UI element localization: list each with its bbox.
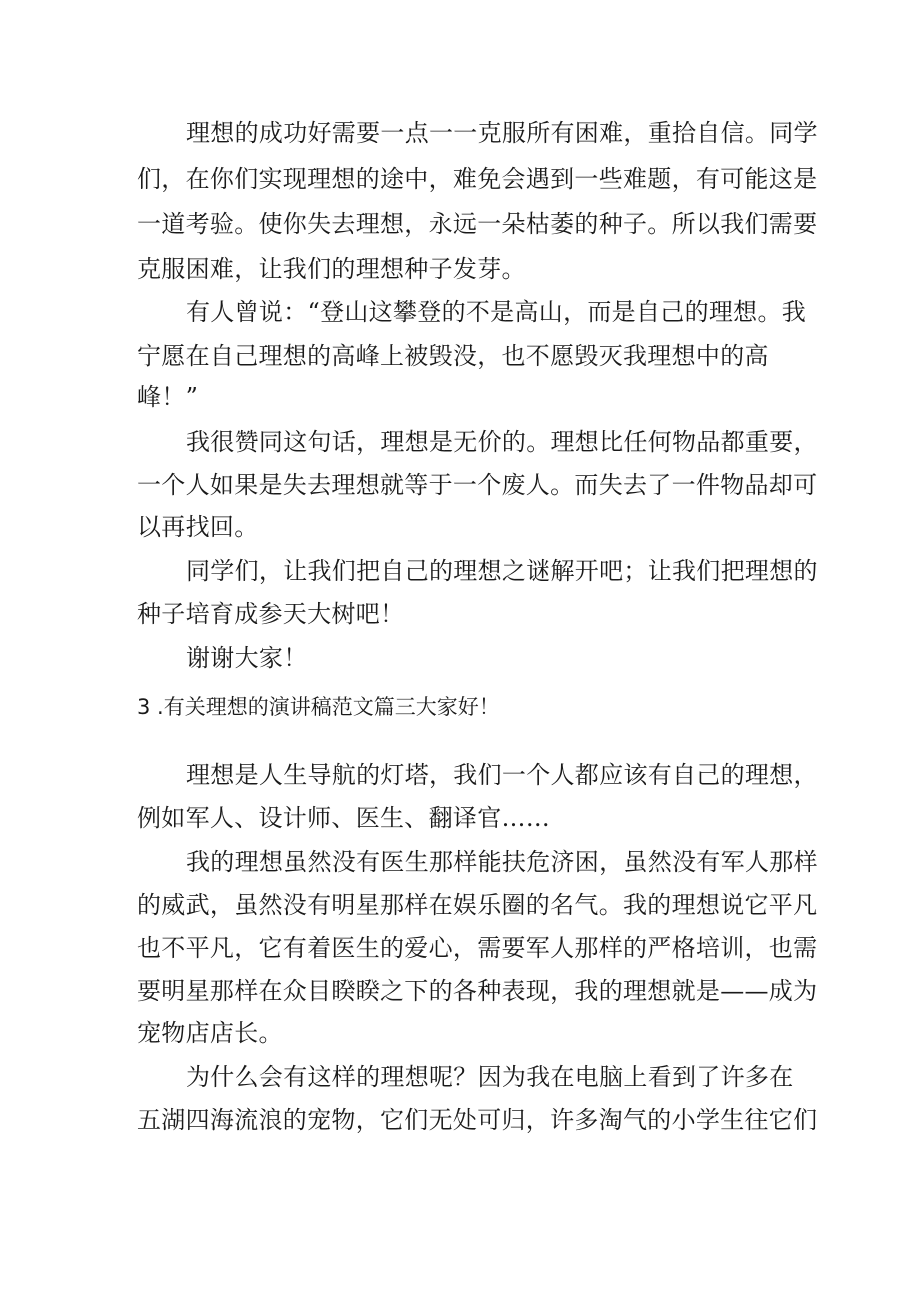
paragraph-line: 们，在你们实现理想的途中，难免会遇到一些难题，有可能这是	[137, 165, 818, 193]
paragraph-line: 我很赞同这句话，理想是无价的。理想比任何物品都重要，	[186, 428, 818, 456]
paragraph-line: 为什么会有这样的理想呢？因为我在电脑上看到了许多在	[186, 1063, 794, 1091]
paragraph-line: 要明星那样在众目睽睽之下的各种表现，我的理想就是——成为	[137, 977, 818, 1005]
paragraph-line: 理想的成功好需要一点一一克服所有困难，重拾自信。同学	[186, 119, 818, 147]
paragraph-line: 种子培育成参天大树吧！	[137, 600, 405, 628]
paragraph-line: 宁愿在自己理想的高峰上被毁没，也不愿毁灭我理想中的高	[137, 342, 769, 370]
paragraph-line: 谢谢大家！	[186, 644, 308, 672]
paragraph-line: 理想是人生导航的灯塔，我们一个人都应该有自己的理想，	[186, 761, 818, 789]
paragraph-line: 一道考验。使你失去理想，永远一朵枯萎的种子。所以我们需要	[137, 210, 818, 238]
paragraph-line: 以再找回。	[137, 513, 259, 541]
section-heading: 3 .有关理想的演讲稿范文篇三大家好！	[137, 695, 500, 719]
paragraph-line: 例如军人、设计师、医生、翻译官……	[137, 804, 551, 832]
paragraph-line: 五湖四海流浪的宠物，它们无处可归，许多淘气的小学生往它们	[137, 1106, 818, 1134]
paragraph-line: 也不平凡，它有着医生的爱心，需要军人那样的严格培训，也需	[137, 934, 818, 962]
paragraph-line: 同学们，让我们把自己的理想之谜解开吧；让我们把理想的	[186, 557, 818, 585]
paragraph-line: 克服困难，让我们的理想种子发芽。	[137, 255, 526, 283]
paragraph-line: 的威武，虽然没有明星那样在娱乐圈的名气。我的理想说它平凡	[137, 891, 818, 919]
paragraph-line: 一个人如果是失去理想就等于一个废人。而失去了一件物品却可	[137, 471, 818, 499]
paragraph-line: 宠物店店长。	[137, 1019, 283, 1047]
paragraph-line: 我的理想虽然没有医生那样能扶危济困，虽然没有军人那样	[186, 848, 818, 876]
paragraph-line: 有人曾说：“登山这攀登的不是高山，而是自己的理想。我	[186, 298, 807, 326]
paragraph-line: 峰！”	[137, 383, 199, 411]
